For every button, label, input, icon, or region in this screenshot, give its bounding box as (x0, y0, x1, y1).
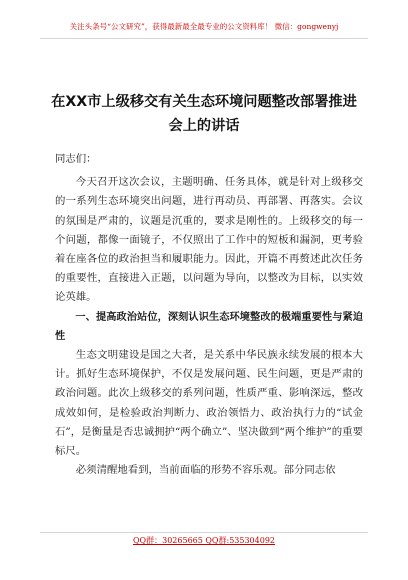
title-line-1: 在XX市上级移交有关生态环境问题整改部署推进 (51, 94, 357, 110)
salutation: 同志们： (55, 153, 97, 165)
document-title (40, 90, 368, 138)
body-paragraph: 今天召开这次会议，主题明确、任务具体，就是针对上级移交的一系列生态环境突出问题，进行再动员、再部署、再落实。会议的氛围是严肃的，议题是沉重的，要求是刚性的。上级移交的每一个问题，都像一面镜子，不仅照出了工作中的短板和漏洞，更考验着在座各位的政治担当和履职能力。因此，开篇不再赘述此次任务的重要性，直接进入正题，以问题为导向，以整改为目标，以实效论英雄。 (55, 176, 363, 304)
page-header: 关注头条号“公文研究”，获得最新最全最专业的公文资料库！ 微信：gongwenyj (69, 22, 339, 31)
body-paragraph: 必须清醒地看到，当前面临的形势不容乐观。部分同志依 (75, 464, 336, 477)
document-body (55, 150, 363, 480)
section-heading: 一、提高政治站位，深刻认识生态环境整改的极端重要性与紧迫性 (55, 311, 363, 342)
title-line-2: 会上的讲话 (168, 118, 240, 134)
header-divider (40, 38, 368, 39)
body-paragraph: 生态文明建设是国之大者，是关系中华民族永续发展的根本大计。抓好生态环境保护，不仅是发展问题、民生问题，更是严肃的政治问题。此次上级移交的系列问题，性质严重、影响深远，整改成效如何，是检验政治判断力、政治领悟力、政治执行力的“试金石”，是衡量是否忠诚拥护“两个确立”、坚决做到“两个维护”的重要标尺。 (55, 349, 363, 458)
page-footer: QQ群：30265665 QQ群:535304092 (133, 536, 275, 545)
footer-divider (40, 532, 368, 533)
